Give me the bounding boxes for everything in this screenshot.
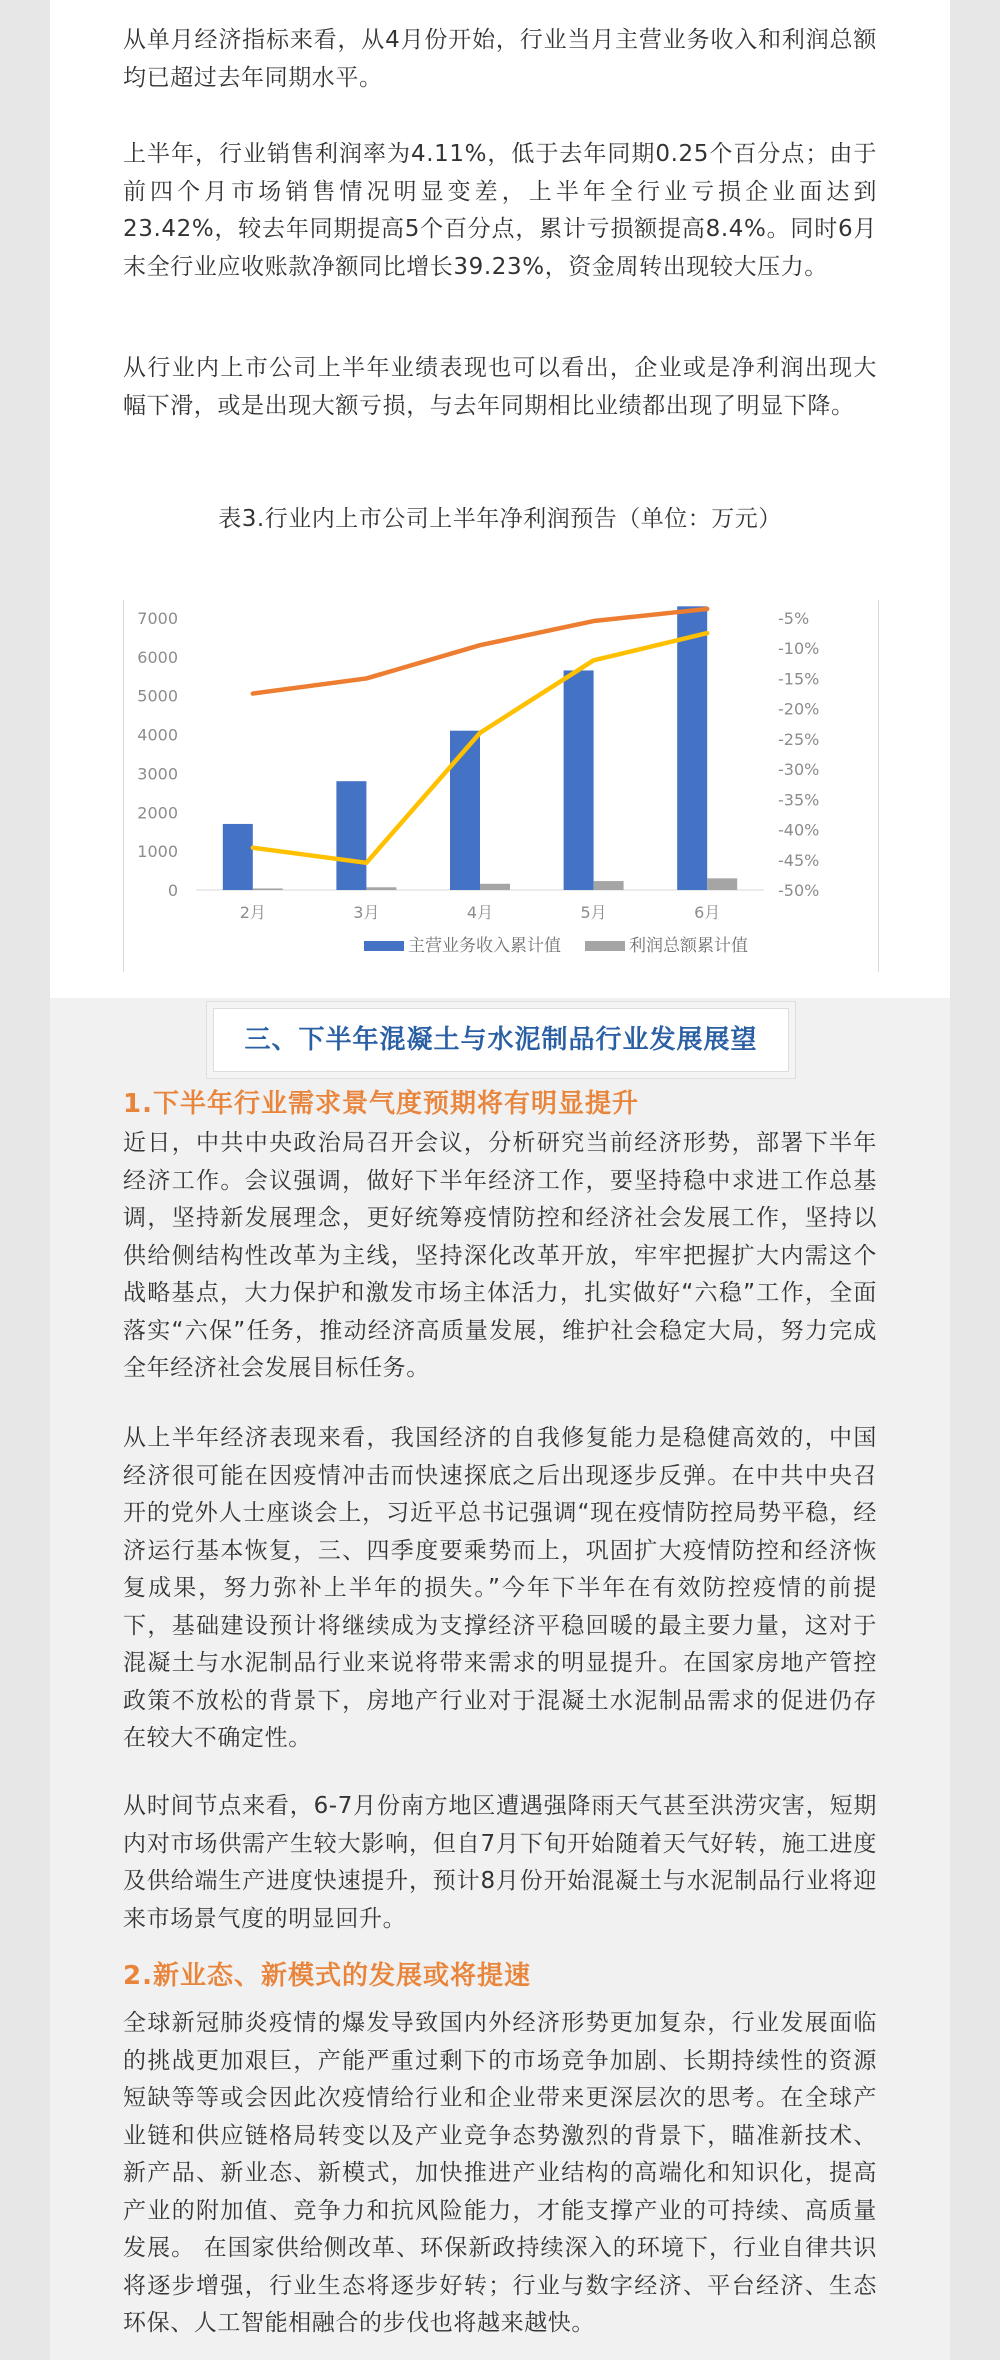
y-right-tick-label: -10% <box>778 639 820 659</box>
y-left-tick-label: 3000 <box>137 764 178 784</box>
y-right-tick-label: -45% <box>778 850 820 870</box>
legend-label: 主营业务收入累计值 <box>408 936 561 956</box>
bar-revenue <box>677 606 707 890</box>
y-right-tick-label: -20% <box>778 699 820 719</box>
y-left-tick-label: 6000 <box>137 647 178 667</box>
paragraph-timeline: 从时间节点来看，6-7月份南方地区遭遇强降雨天气甚至洪涝灾害，短期内对市场供需产生较大影响，但自7月下旬开始随着天气好转，施工进度及供给端生产进度快速提升，预计8月份开始混凝土与水泥制品行业将迎来市场景气度的明显回升。 <box>123 1793 877 1932</box>
section-title: 三、下半年混凝土与水泥制品行业发展展望 <box>244 1025 758 1055</box>
bar-revenue <box>336 781 366 890</box>
subsection-heading-2: 2.新业态、新模式的发展或将提速 <box>123 1961 531 1991</box>
bar-revenue <box>223 824 253 890</box>
y-right-tick-label: -50% <box>778 881 820 900</box>
paragraph-listed-companies: 从行业内上市公司上半年业绩表现也可以看出，企业或是净利润出现大幅下滑，或是出现大额亏损，与去年同期相比业绩都出现了明显下降。 <box>123 355 877 419</box>
legend-swatch <box>364 941 404 951</box>
x-tick-label: 4月 <box>466 903 494 922</box>
bar-profit <box>480 884 510 890</box>
y-left-tick-label: 5000 <box>137 686 178 706</box>
paragraph-new-business-models: 全球新冠肺炎疫情的爆发导致国内外经济形势更加复杂，行业发展面临的挑战更加艰巨，产能严重过剩下的市场竞争加剧、长期持续性的资源短缺等等或会因此次疫情给行业和企业带来更深层次的思考。在全球产业链和供应链格局转变以及产业竞争态势激烈的背景下，瞄准新技术、新产品、新业态、新模式，加快推进产业结构的高端化和知识化，提高产业的附加值、竞争力和抗风险能力，才能支撑产业的可持续、高质量发展。 在国家供给侧改革、环保新政持续深入的环境下，行业自律共识将逐步增强，行业生态将逐步好转；行业与数字经济、平台经济、生态环保、人工智能相融合的步伐也将越来越快。 <box>123 2010 877 2336</box>
y-left-tick-label: 7000 <box>137 609 178 628</box>
paragraph-politburo-meeting: 近日，中共中央政治局召开会议，分析研究当前经济形势，部署下半年经济工作。会议强调，做好下半年经济工作，要坚持稳中求进工作总基调，坚持新发展理念，更好统筹疫情防控和经济社会发展工作，坚持以供给侧结构性改革为主线，坚持深化改革开放，牢牢把握扩大内需这个战略基点，大力保护和激发市场主体活力，扎实做好“六稳”工作，全面落实“六保”任务，推动经济高质量发展，维护社会稳定大局，努力完成全年经济社会发展目标任务。 <box>123 1130 877 1381</box>
bar-profit <box>594 881 624 890</box>
x-tick-label: 5月 <box>580 903 607 922</box>
x-tick-label: 2月 <box>239 903 266 922</box>
y-right-tick-label: -15% <box>778 669 820 689</box>
legend-swatch <box>585 941 625 951</box>
bar-profit <box>707 878 737 890</box>
subsection-heading-1: 1.下半年行业需求景气度预期将有明显提升 <box>123 1089 639 1119</box>
table-caption: 表3.行业内上市公司上半年净利润预告（单位：万元） <box>218 506 782 532</box>
bar-profit <box>253 888 283 890</box>
y-left-tick-label: 2000 <box>137 803 178 823</box>
chart-container <box>123 600 879 972</box>
y-right-tick-label: -30% <box>778 760 820 780</box>
paragraph-monthly-indicators: 从单月经济指标来看，从4月份开始，行业当月主营业务收入和利润总额均已超过去年同期水平。 <box>123 27 877 91</box>
y-right-tick-label: -40% <box>778 820 820 840</box>
paragraph-profit-margin: 上半年，行业销售利润率为4.11%，低于去年同期0.25个百分点；由于前四个月市场销售情况明显变差，上半年全行业亏损企业面达到23.42%，较去年同期提高5个百分点，累计亏损额提高8.4%。同时6月末全行业应收账款净额同比增长39.23%，资金周转出现较大压力。 <box>123 141 877 280</box>
y-right-tick-label: -35% <box>778 790 820 810</box>
bar-profit <box>366 887 396 890</box>
y-right-tick-label: -5% <box>778 609 810 628</box>
bar-revenue <box>450 731 480 890</box>
y-left-tick-label: 0 <box>167 881 178 900</box>
y-right-tick-label: -25% <box>778 729 820 749</box>
paragraph-economic-recovery: 从上半年经济表现来看，我国经济的自我修复能力是稳健高效的，中国经济很可能在因疫情冲击而快速探底之后出现逐步反弹。在中共中央召开的党外人士座谈会上，习近平总书记强调“现在疫情防控局势平稳，经济运行基本恢复，三、四季度要乘势而上，巩固扩大疫情防控和经济恢复成果，努力弥补上半年的损失。”今年下半年在有效防控疫情的前提下，基础建设预计将继续成为支撑经济平稳回暖的最主要力量，这对于混凝土与水泥制品行业来说将带来需求的明显提升。在国家房地产管控政策不放松的背景下，房地产行业对于混凝土水泥制品需求的促进仍存在较大不确定性。 <box>123 1425 877 1751</box>
section-title-box <box>213 1008 789 1072</box>
net-profit-chart <box>124 600 878 972</box>
y-left-tick-label: 1000 <box>137 842 178 862</box>
x-tick-label: 3月 <box>353 903 380 922</box>
legend-label: 利润总额累计值 <box>629 936 748 956</box>
y-left-tick-label: 4000 <box>137 725 178 745</box>
bar-revenue <box>564 670 594 890</box>
x-tick-label: 6月 <box>694 903 721 922</box>
